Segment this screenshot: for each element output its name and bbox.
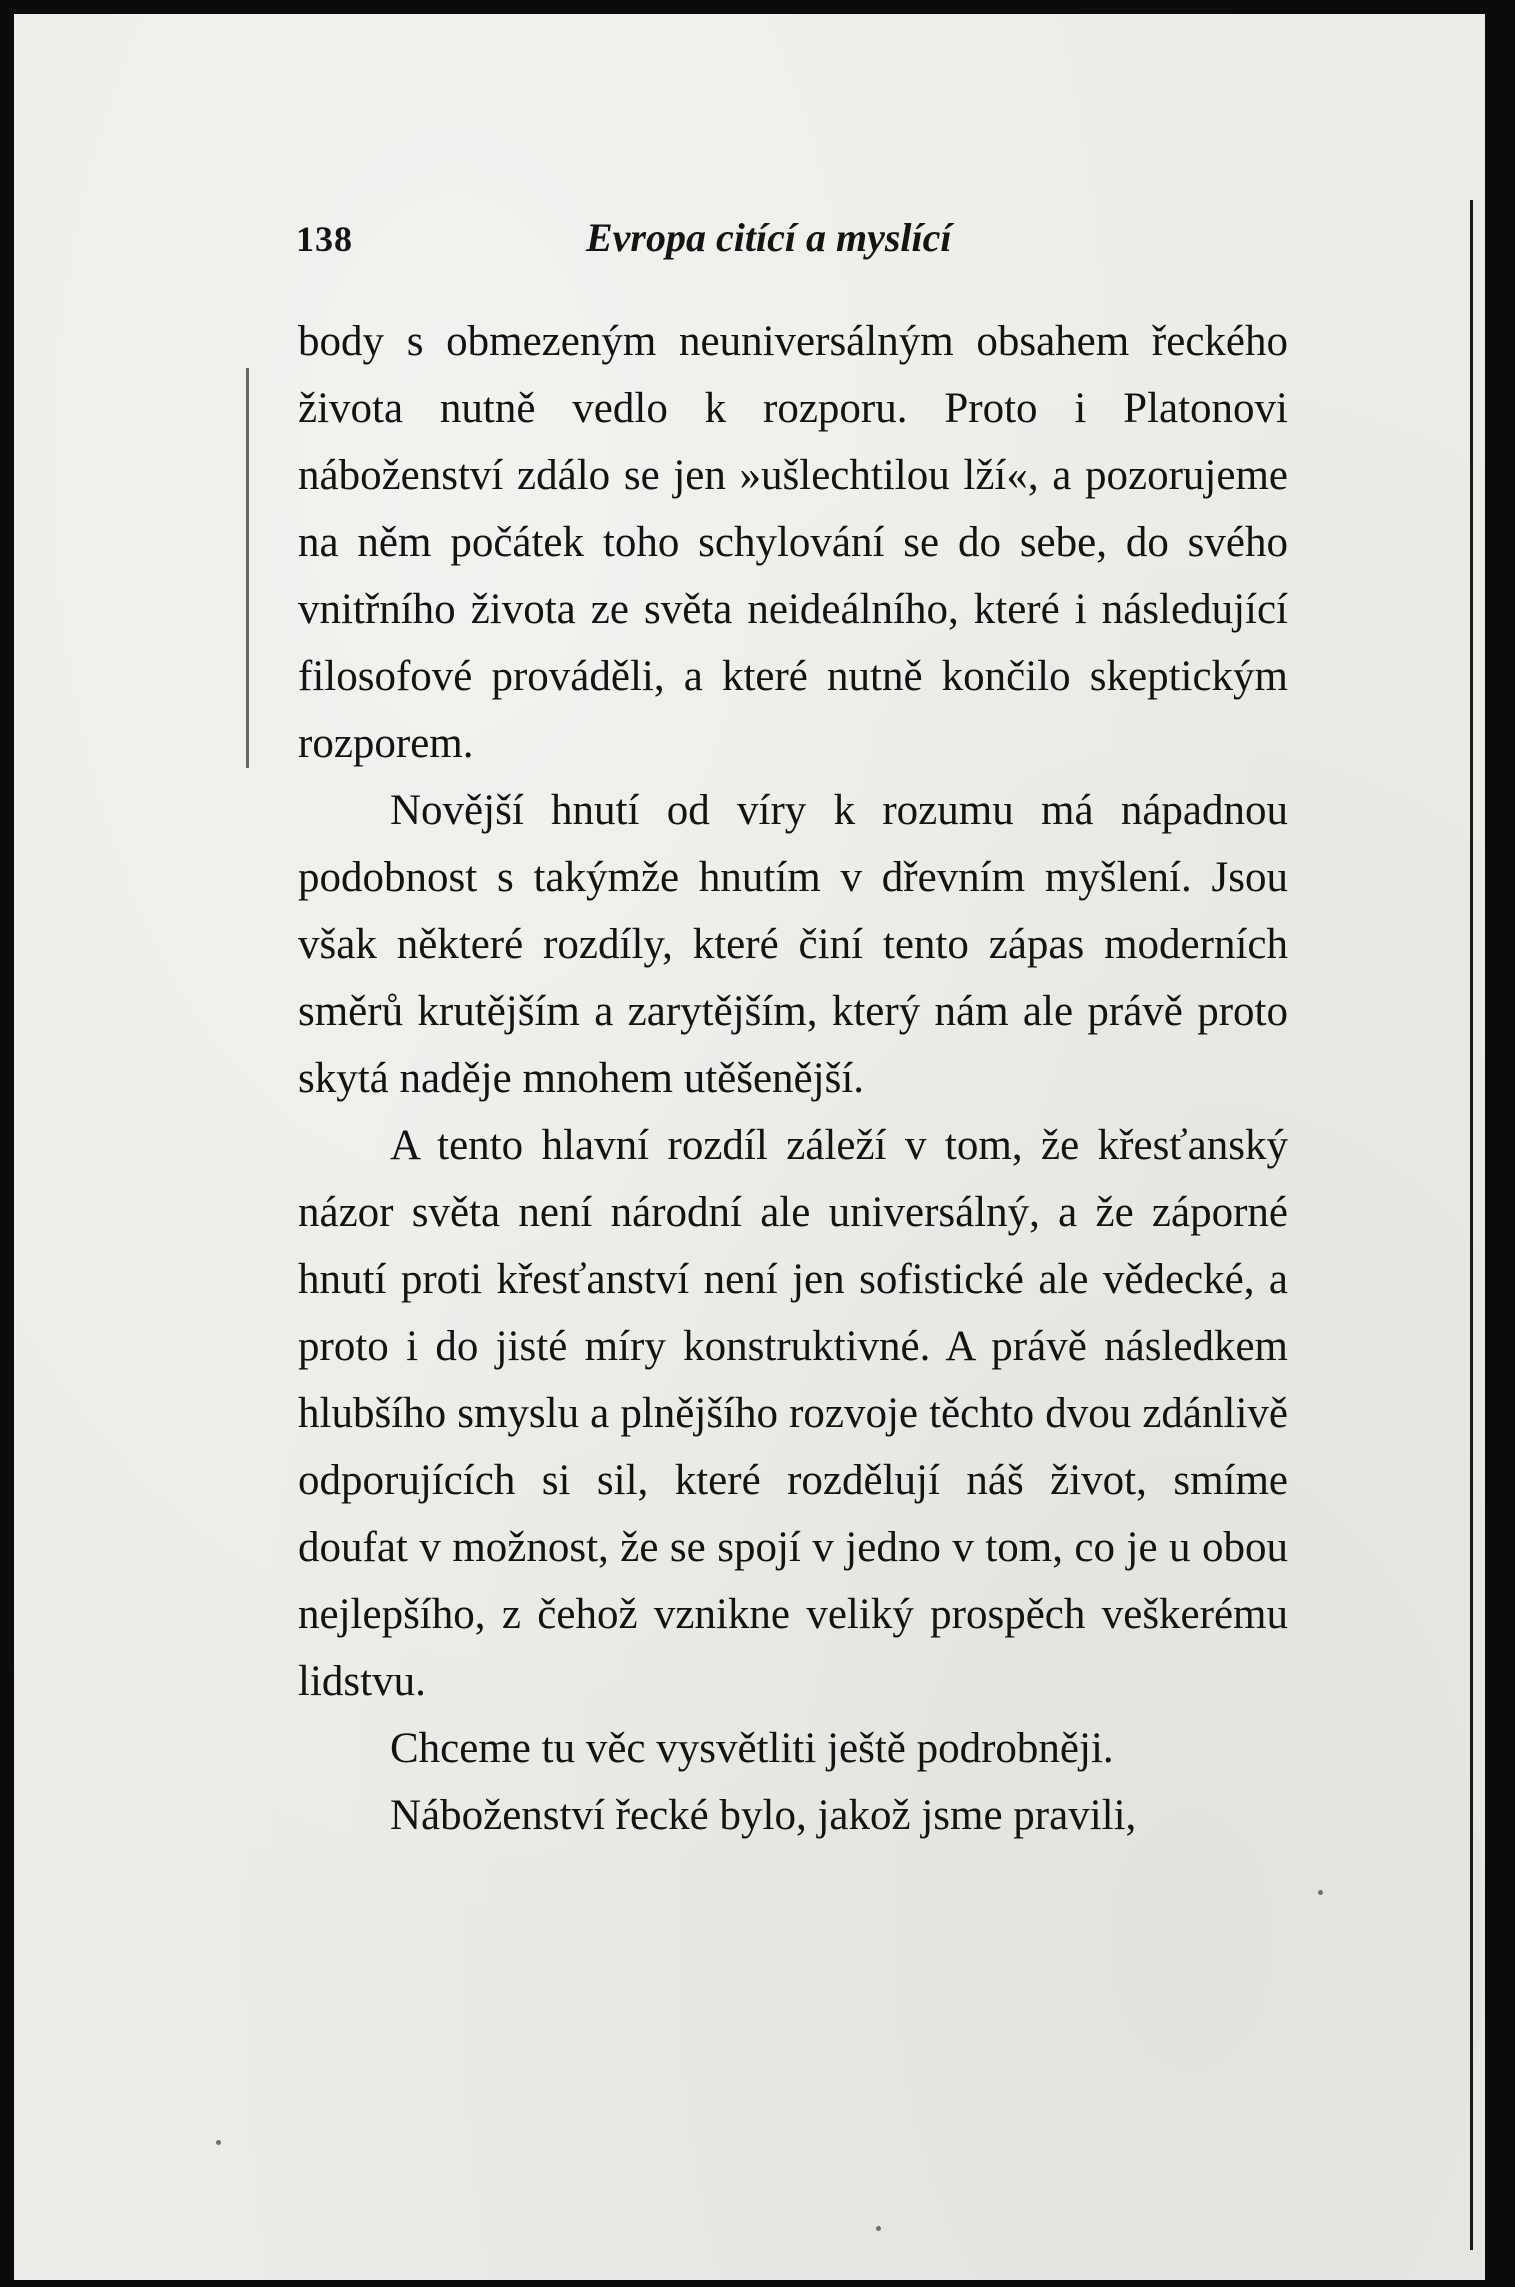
- paper-speck: [876, 2226, 881, 2231]
- paragraph-1: body s obmezeným neuniversálným obsahem řeckého života nutně vedlo k rozporu. Proto i Platonovi náboženství zdálo se jen »ušlechtilou lží«, a pozorujeme na něm počátek toho schylování se do sebe, do svého vnitřního života ze světa neideálního, které i následující filosofové prováděli, a které nutně končilo skeptickým rozporem.: [298, 318, 1288, 767]
- paragraph-2: Novější hnutí od víry k rozumu má nápadnou podobnost s takýmže hnutím v dřevním myšlení. Jsou však některé rozdíly, které činí tento zápas moderních směrů krutějším a zarytějším, který nám ale právě proto skytá naděje mnohem utěšenější.: [298, 787, 1288, 1102]
- paragraph-4: Chceme tu věc vysvětliti ještě podrobněji.: [390, 1725, 1114, 1772]
- paper-speck: [216, 2140, 221, 2145]
- paragraph-5: Náboženství řecké bylo, jakož jsme pravili,: [390, 1792, 1137, 1839]
- page-number: 138: [296, 219, 353, 259]
- margin-pencil-mark: [246, 368, 249, 768]
- book-spine-edge: [1485, 0, 1515, 2287]
- spine-shadow-line: [1470, 200, 1473, 2250]
- running-title: Evropa citící a myslící: [586, 215, 952, 260]
- page-header: [296, 210, 1292, 270]
- paper-speck: [1318, 1890, 1323, 1895]
- body-text: [298, 308, 1288, 1849]
- paragraph-3: A tento hlavní rozdíl záleží v tom, že křesťanský názor světa není národní ale universálný, a že záporné hnutí proti křesťanství není jen sofistické ale vědecké, a proto i do jisté míry konstruktivné. A právě následkem hlubšího smyslu a plnějšího rozvoje těchto dvou zdánlivě odporujících si sil, které rozdělují náš život, smíme doufat v možnost, že se spojí v jedno v tom, co je u obou nejlepšího, z čehož vznikne veliký prospěch veškerému lidstvu.: [298, 1122, 1288, 1705]
